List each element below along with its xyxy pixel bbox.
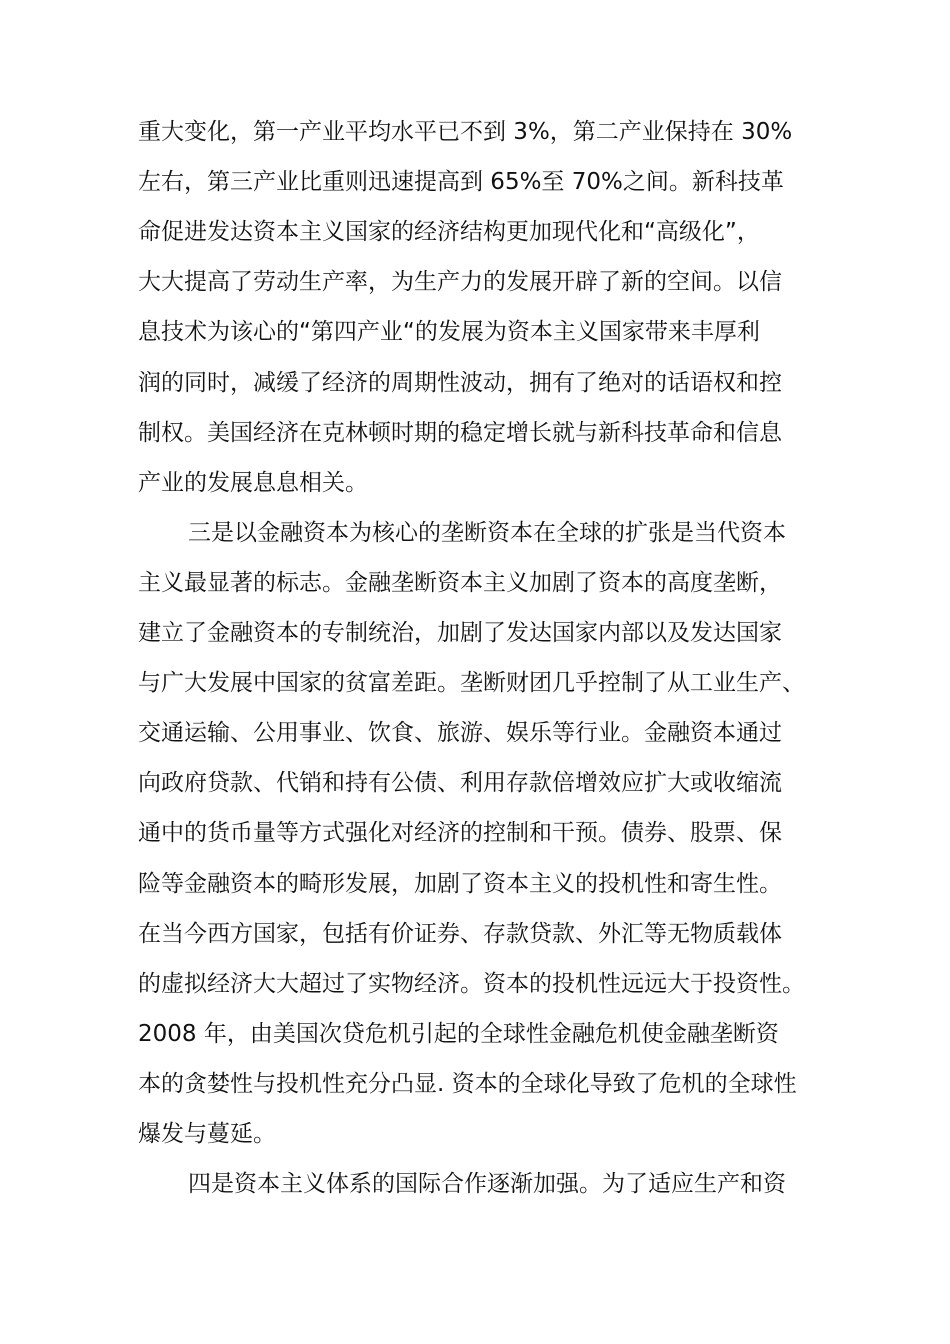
text-line: 交通运输、公用事业、饮食、旅游、娱乐等行业。金融资本通过 [138,720,782,746]
text-line: 命促进发达资本主义国家的经济结构更加现代化和“高级化”， [138,219,760,245]
text-line: 与广大发展中国家的贫富差距。垄断财团几乎控制了从工业生产、 [138,670,805,696]
text-line: 主义最显著的标志。金融垄断资本主义加剧了资本的高度垄断， [138,570,782,596]
text-line: 在当今西方国家，包括有价证券、存款贷款、外汇等无物质载体 [138,921,782,947]
text-line: 通中的货币量等方式强化对经济的控制和干预。债券、股票、保 [138,820,782,846]
text-line: 本的贪婪性与投机性充分凸显. 资本的全球化导致了危机的全球性 [138,1071,797,1097]
text-line: 爆发与蔓延。 [138,1121,276,1147]
text-line: 向政府贷款、代销和持有公债、利用存款倍增效应扩大或收缩流 [138,770,782,796]
text-line: 息技术为该心的“第四产业“的发展为资本主义国家带来丰厚利 [138,319,760,345]
text-line: 制权。美国经济在克林顿时期的稳定增长就与新科技革命和信息 [138,420,782,446]
text-line: 左右，第三产业比重则迅速提高到 65%至 70%之间。新科技革 [138,169,784,195]
text-line: 的虚拟经济大大超过了实物经济。资本的投机性远远大于投资性。 [138,971,805,997]
text-line: 险等金融资本的畸形发展，加剧了资本主义的投机性和寄生性。 [138,871,782,897]
text-line: 2008 年，由美国次贷危机引起的全球性金融危机使金融垄断资 [138,1021,779,1047]
text-line: 产业的发展息息相关。 [138,470,368,496]
text-line: 润的同时，减缓了经济的周期性波动，拥有了绝对的话语权和控 [138,370,782,396]
text-line: 大大提高了劳动生产率，为生产力的发展开辟了新的空间。以信 [138,269,782,295]
text-line: 建立了金融资本的专制统治，加剧了发达国家内部以及发达国家 [138,620,782,646]
text-line: 四是资本主义体系的国际合作逐渐加强。为了适应生产和资 [188,1171,786,1197]
text-line: 重大变化，第一产业平均水平已不到 3%，第二产业保持在 30% [138,119,793,145]
text-line: 三是以金融资本为核心的垄断资本在全球的扩张是当代资本 [188,520,786,546]
